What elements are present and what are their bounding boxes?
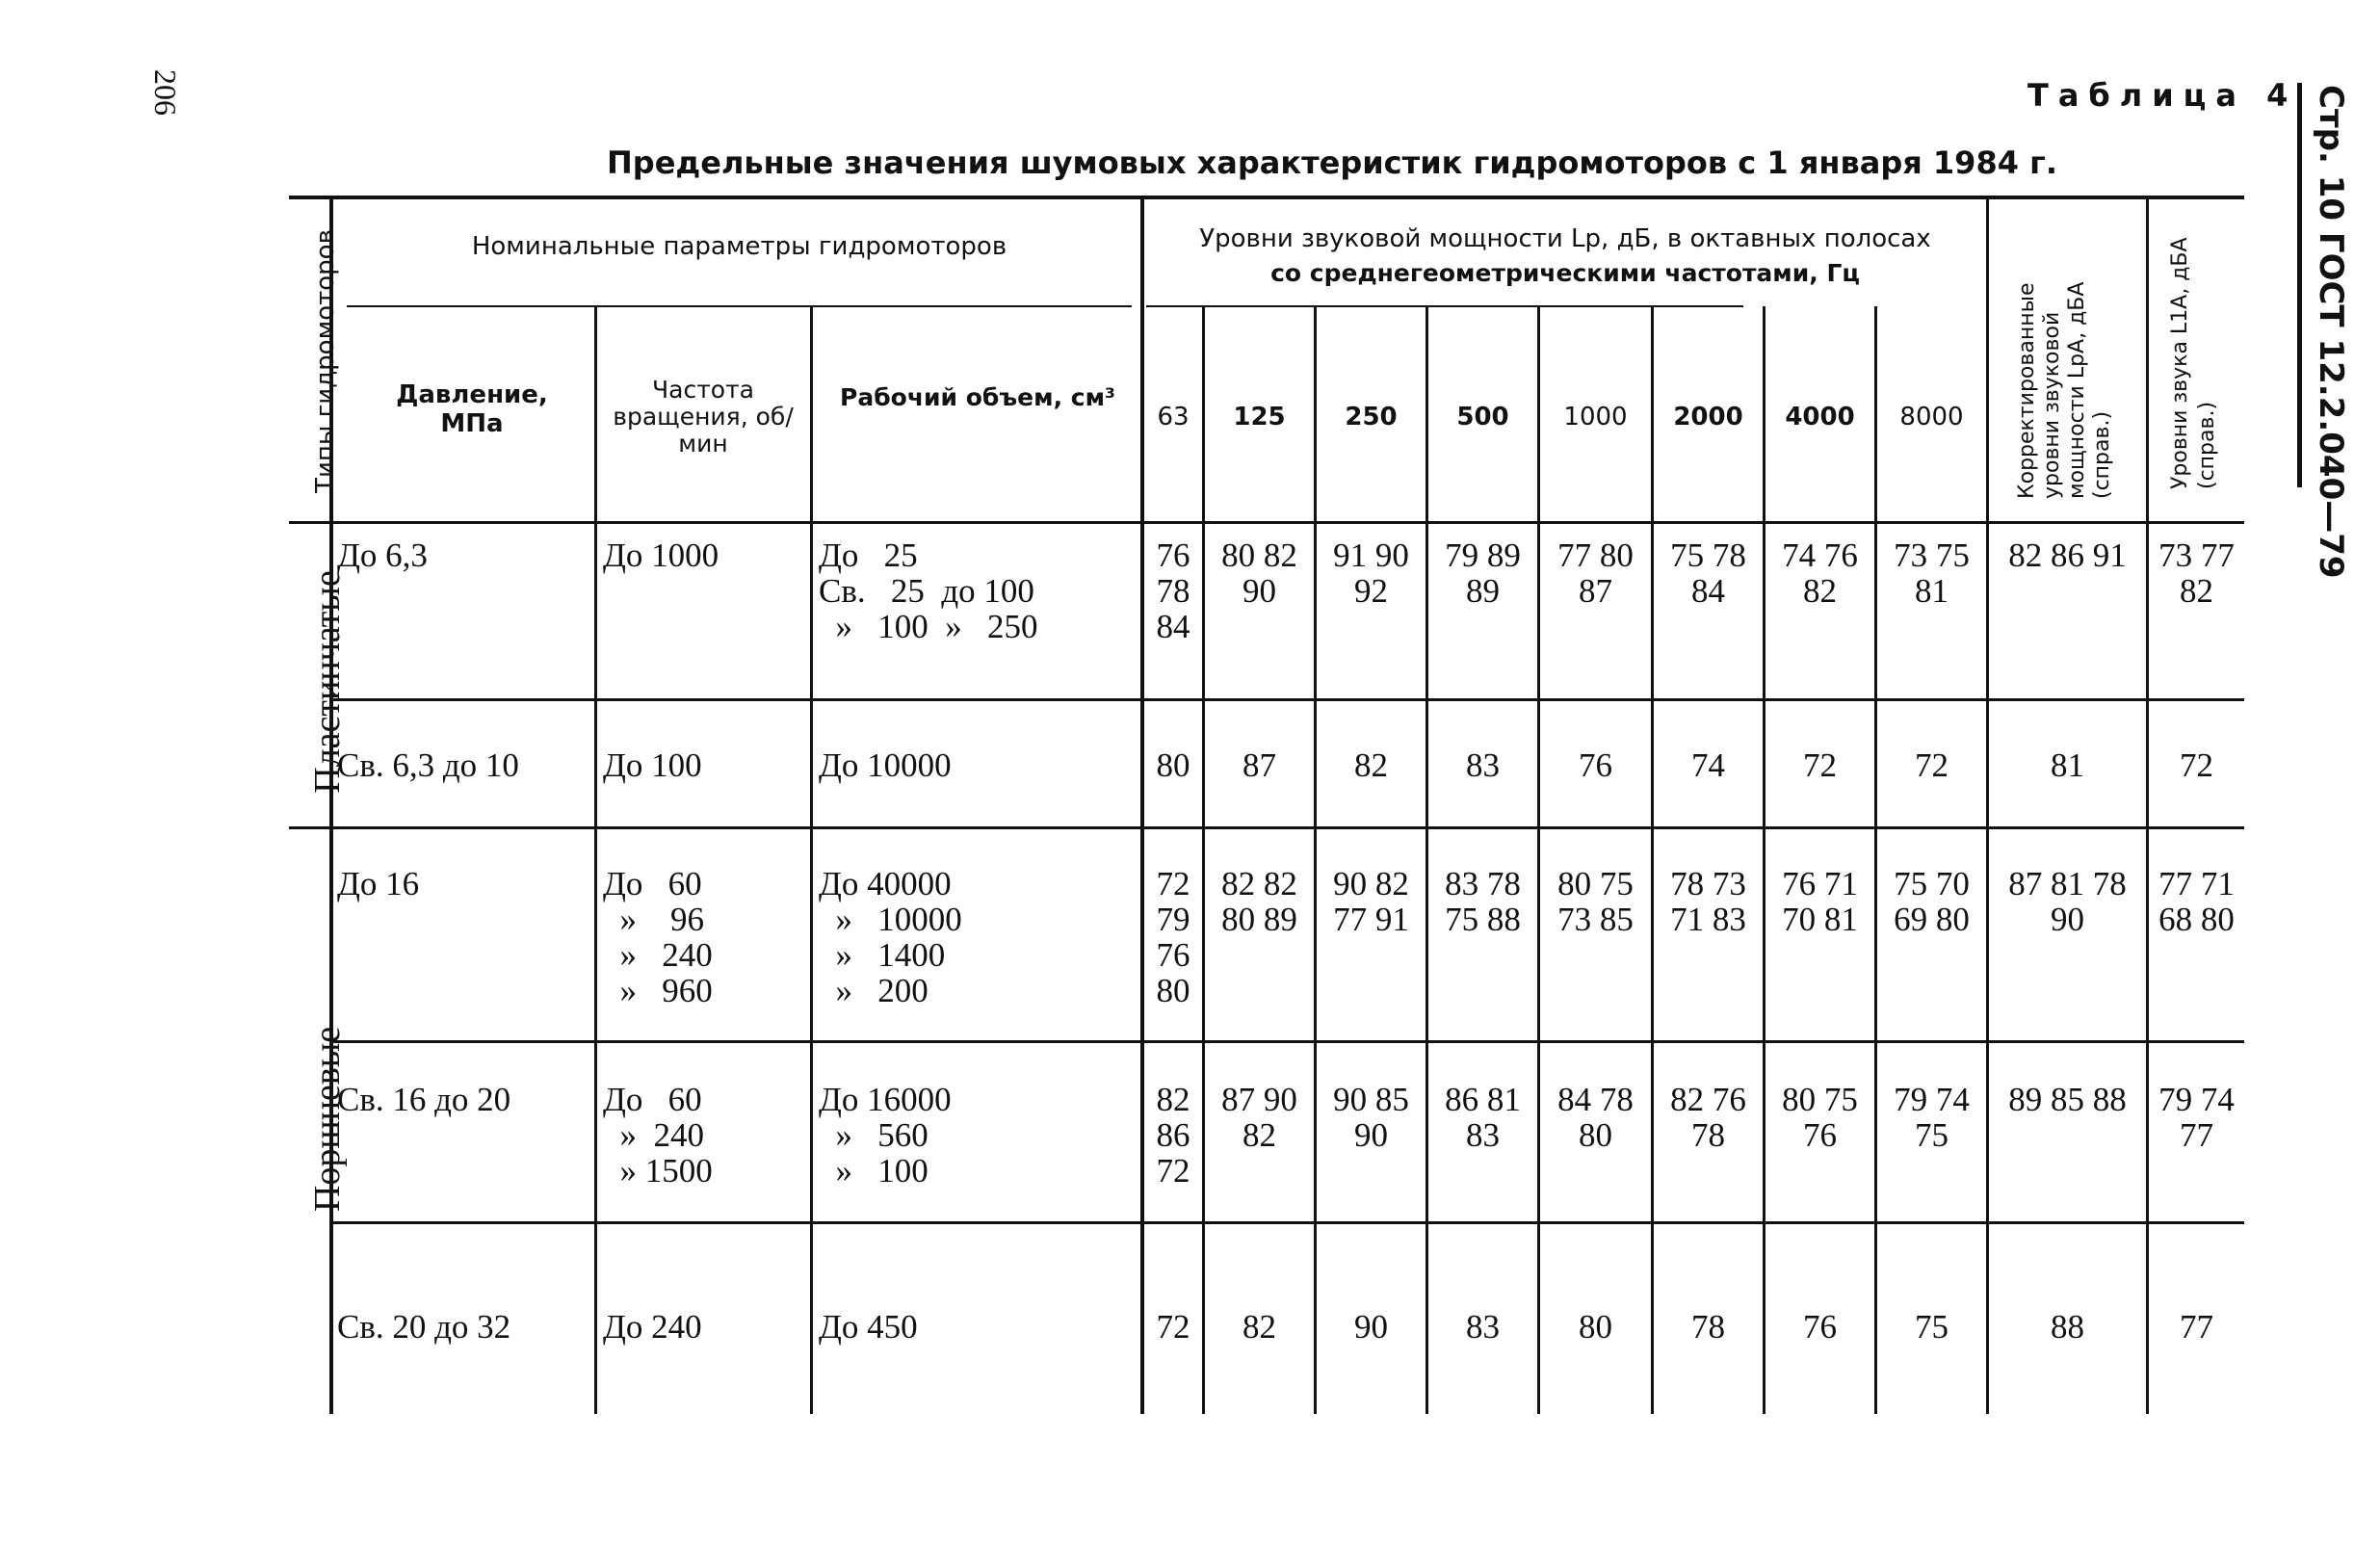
header-sound-level: Уровни звука L1A, дБА (справ.) (2168, 237, 2219, 489)
col-divider-8000 (1986, 196, 1989, 1414)
value-lpa: 87 81 78 90 (2008, 865, 2127, 938)
col-divider-4000 (1874, 306, 1877, 1414)
table-label: Таблица 4 (2027, 77, 2298, 114)
freq-8000: 8000 (1899, 403, 1964, 432)
value-la: 72 (2180, 746, 2213, 784)
levels-subheader-rule (1146, 305, 1743, 307)
freq-250: 250 (1345, 403, 1398, 432)
col-divider-1000 (1651, 306, 1654, 1414)
group-separator (289, 826, 2244, 829)
col-divider-pressure (594, 306, 597, 1414)
value-la: 79 74 77 (2158, 1081, 2235, 1154)
speed-cell: До 60 » 240 » 1500 (603, 1081, 713, 1190)
value-la: 73 77 82 (2158, 536, 2235, 610)
value-2000: 78 (1691, 1308, 1725, 1346)
value-1000: 84 78 80 (1557, 1081, 1634, 1154)
freq-1000: 1000 (1563, 403, 1628, 432)
value-63: 72 79 76 80 (1156, 865, 1190, 1009)
value-63: 76 78 84 (1156, 536, 1190, 645)
value-500: 83 (1466, 1308, 1500, 1346)
freq-4000: 4000 (1785, 403, 1855, 432)
col-divider-125 (1314, 306, 1317, 1414)
value-8000: 75 (1915, 1308, 1948, 1346)
running-header-rule (2297, 83, 2302, 487)
pressure-cell: До 16 (337, 865, 420, 902)
value-250: 82 (1354, 746, 1388, 784)
header-pressure: Давление, МПа (396, 380, 548, 438)
group-label-vane: Пластинчатые (307, 570, 348, 794)
speed-cell: До 100 (603, 746, 702, 784)
value-4000: 74 76 82 (1782, 536, 1858, 610)
volume-cell: До 25 Св. 25 до 100 » 100 » 250 (819, 536, 1038, 645)
header-speed: Частота вращения, об/мин (613, 376, 794, 458)
value-lpa: 81 (2051, 746, 2084, 784)
value-63: 80 (1156, 746, 1190, 784)
value-2000: 75 78 84 (1670, 536, 1746, 610)
col-divider-speed (810, 306, 813, 1414)
value-63: 72 (1156, 1308, 1190, 1346)
col-divider-volume (1140, 196, 1144, 1414)
header-bottom-rule (289, 521, 2244, 524)
freq-2000: 2000 (1673, 403, 1743, 432)
value-4000: 80 75 76 (1782, 1081, 1858, 1154)
row-separator (333, 698, 2244, 701)
value-1000: 80 (1579, 1308, 1612, 1346)
value-250: 90 (1354, 1308, 1388, 1346)
pressure-cell: Св. 6,3 до 10 (337, 746, 519, 784)
value-1000: 80 75 73 85 (1557, 865, 1634, 938)
value-2000: 74 (1691, 746, 1725, 784)
volume-cell: До 450 (819, 1308, 918, 1346)
col-divider-2000 (1763, 306, 1765, 1414)
col-divider-250 (1425, 306, 1428, 1414)
value-2000: 82 76 78 (1670, 1081, 1746, 1154)
value-8000: 73 75 81 (1894, 536, 1970, 610)
header-nominal: Номинальные параметры гидромоторов (471, 232, 1007, 261)
value-lpa: 82 86 91 (2008, 536, 2127, 574)
volume-cell: До 40000 » 10000 » 1400 » 200 (819, 865, 962, 1009)
speed-cell: До 60 » 96 » 240 » 960 (603, 865, 713, 1009)
group-label-piston: Поршневые (307, 1026, 348, 1213)
col-divider-63 (1202, 306, 1205, 1414)
value-4000: 76 71 70 81 (1782, 865, 1858, 938)
value-125: 80 82 90 (1221, 536, 1297, 610)
running-header: Стр. 10 ГОСТ 12.2.040—79 (2312, 85, 2350, 579)
header-types: Типы гидромоторов (311, 229, 340, 493)
header-levels-line1: Уровни звуковой мощности Lp, дБ, в октавных полосах (1199, 224, 1931, 253)
value-125: 87 (1242, 746, 1276, 784)
value-1000: 77 80 87 (1557, 536, 1634, 610)
volume-cell: До 10000 (819, 746, 952, 784)
value-500: 83 (1466, 746, 1500, 784)
value-125: 82 82 80 89 (1221, 865, 1297, 938)
value-8000: 79 74 75 (1894, 1081, 1970, 1154)
freq-125: 125 (1233, 403, 1286, 432)
value-lpa: 88 (2051, 1308, 2084, 1346)
freq-63: 63 (1157, 403, 1190, 432)
noise-table (289, 196, 2244, 1414)
value-lpa: 89 85 88 (2008, 1081, 2127, 1118)
value-63: 82 86 72 (1156, 1081, 1190, 1190)
header-volume: Рабочий объем, см³ (840, 383, 1115, 411)
header-corrected-levels: Корректированные уровни звуковой мощности LpA, дБА (справ.) (2015, 281, 2114, 499)
speed-cell: До 240 (603, 1308, 702, 1346)
volume-cell: До 16000 » 560 » 100 (819, 1081, 952, 1190)
table-title: Предельные значения шумовых характеристик гидромоторов с 1 января 1984 г. (607, 144, 2057, 181)
speed-cell: До 1000 (603, 536, 719, 574)
value-la: 77 71 68 80 (2158, 865, 2235, 938)
value-8000: 75 70 69 80 (1894, 865, 1970, 938)
value-1000: 76 (1579, 746, 1612, 784)
row-separator (333, 1040, 2244, 1043)
col-divider-500 (1537, 306, 1540, 1414)
value-500: 86 81 83 (1445, 1081, 1521, 1154)
value-8000: 72 (1915, 746, 1948, 784)
value-2000: 78 73 71 83 (1670, 865, 1746, 938)
col-divider-lpa (2146, 196, 2149, 1414)
value-250: 90 85 90 (1333, 1081, 1409, 1154)
value-125: 82 (1242, 1308, 1276, 1346)
row-separator (333, 1221, 2244, 1224)
value-500: 79 89 89 (1445, 536, 1521, 610)
value-4000: 76 (1803, 1308, 1837, 1346)
pressure-cell: Св. 20 до 32 (337, 1308, 511, 1346)
freq-500: 500 (1456, 403, 1509, 432)
pressure-cell: Св. 16 до 20 (337, 1081, 511, 1118)
value-500: 83 78 75 88 (1445, 865, 1521, 938)
value-250: 91 90 92 (1333, 536, 1409, 610)
page-number: 206 (148, 69, 183, 116)
value-la: 77 (2180, 1308, 2213, 1346)
top-rule (289, 196, 2244, 199)
pressure-cell: До 6,3 (337, 536, 428, 574)
value-4000: 72 (1803, 746, 1837, 784)
value-125: 87 90 82 (1221, 1081, 1297, 1154)
header-levels-line2: со среднегеометрическими частотами, Гц (1270, 259, 1860, 287)
value-250: 90 82 77 91 (1333, 865, 1409, 938)
nominal-subheader-rule (347, 305, 1132, 307)
